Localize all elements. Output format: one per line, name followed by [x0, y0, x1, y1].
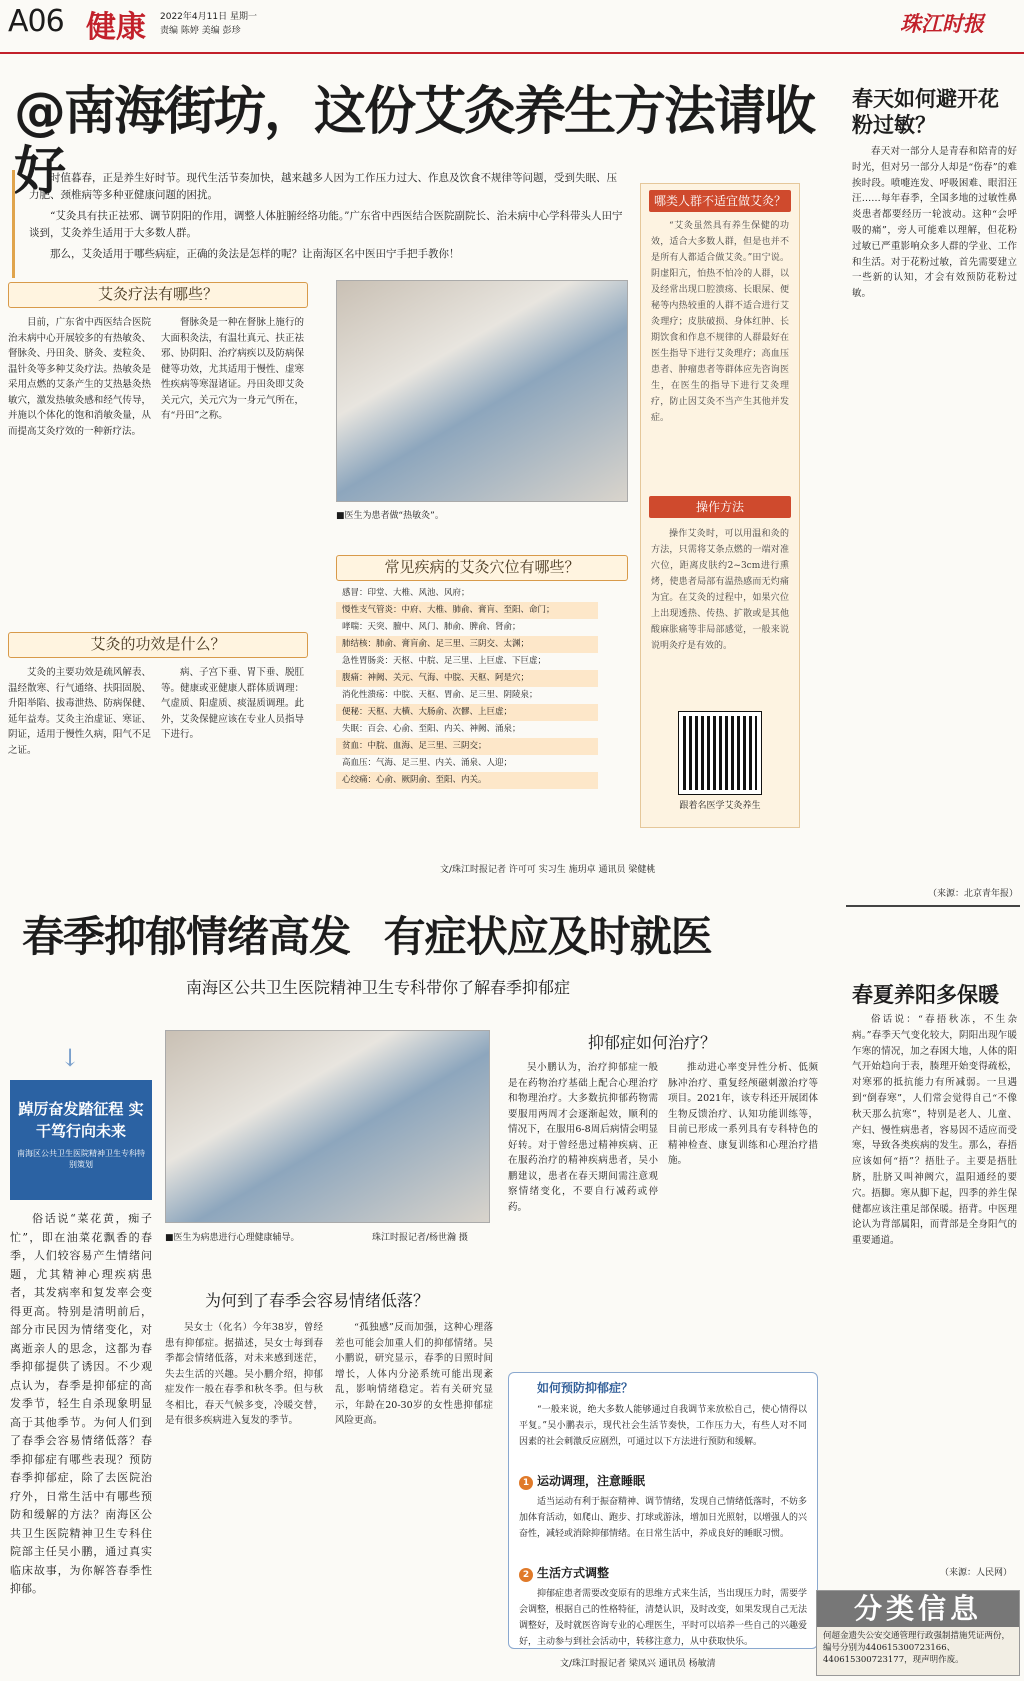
- method-text: [651, 526, 789, 706]
- article2-byline: 文/珠江时报记者 梁凤兴 通讯员 杨敏清: [560, 1659, 716, 1669]
- right-top-text: [852, 144, 1017, 884]
- classified-title: 分类信息: [817, 1591, 1019, 1627]
- table-row: 感冒：印堂、大椎、风池、风府；: [342, 588, 470, 598]
- tip-1-title: [519, 1472, 807, 1490]
- tip-2-text: [519, 1586, 807, 1650]
- tip-2-title: [519, 1564, 807, 1582]
- issue-date: 2022年4月11日 星期一: [160, 12, 257, 22]
- sidebar-box-text: [651, 218, 789, 488]
- article1-lead: [12, 170, 624, 278]
- acupoint-table: [336, 585, 598, 825]
- body-paragraph: 适当运动有利于振奋精神、调节情绪，发现自己情绪低落时，不妨多加体育活动，如爬山、跑步、打球或游泳，增加日光照射，以增强人的兴奋性，减轻或消除抑郁情绪。在日常生活中，养成良好的睡眠习惯。: [519, 1497, 807, 1539]
- lead-paragraph: “艾灸具有扶正祛邪、调节阴阳的作用，调整人体脏腑经络功能。”广东省中西医结合医院副院长、治未病中心学科带头人田宁谈到，艾灸养生适用于大多数人群。: [29, 210, 623, 239]
- tip-title-text: 生活方式调整: [537, 1566, 610, 1580]
- sidebar-box: [640, 183, 800, 828]
- article2-headline: 春季抑郁情绪高发 有症状应及时就医: [22, 912, 712, 961]
- section-heading-treatment: 抑郁症如何治疗？: [588, 1033, 717, 1052]
- lead-paragraph: 那么，艾灸适用于哪些病症，正确的灸法是怎样的呢？让南海区名中医田宁手把手教你！: [50, 248, 460, 260]
- tip-1-text: [519, 1494, 807, 1558]
- page-number: A06: [8, 4, 64, 39]
- table-row: 急性胃肠炎：天枢、中脘、足三里、上巨虚、下巨虚；: [342, 656, 547, 666]
- article2-intro: [10, 1210, 152, 1670]
- prevention-box: [508, 1372, 818, 1649]
- method-title: 操作方法: [649, 496, 791, 518]
- section-heading-acupoints: 常见疾病的艾灸穴位有哪些？: [336, 555, 628, 581]
- qr-caption: 跟着名医学艾灸养生: [679, 801, 761, 811]
- table-row: 腹痛：神阙、关元、气海、中脘、天枢、阿是穴；: [336, 670, 598, 687]
- sidebar-box-title: 哪类人群不适宜做艾灸？: [649, 190, 791, 212]
- effects-column-2: [161, 665, 304, 880]
- lead-paragraph: 时值暮春，正是养生好时节。现代生活节奏加快，越来越多人因为工作压力过大、作息及饮食不规律等问题，受到失眠、压力肥、颈椎病等多种亚健康问题的困扰。: [29, 172, 617, 201]
- table-row: 高血压：气海、足三里、内关、涌泉、人迎；: [342, 758, 513, 768]
- body-paragraph: 吴女士（化名）今年38岁，曾经患有抑郁症。据描述，吴女士每到春季都会情绪低落，对未来感到迷茫，失去生活的兴趣。吴小鹏介绍，抑郁症发作一般在春季和秋冬季。但与秋冬相比，春天气候多变，冷暖交替，是有很多疾病进入复发的季节。: [165, 1322, 323, 1426]
- body-paragraph: 操作艾灸时，可以用温和灸的方法，只需将艾条点燃的一端对准穴位，距离皮肤约2~3cm进行熏烤，使患者局部有温热感而无灼痛为宜。在艾灸的过程中，如果穴位上出现透热、传热、扩散或是其他酸麻胀痛等非局部感觉，一般来说说明灸疗是有效的。: [651, 529, 789, 651]
- body-paragraph: 抑郁症患者需要改变原有的思维方式来生活，当出现压力时，需要学会调整，根据自己的性格特征，清楚认识，及时改变，如果发现自己无法调整好，及时就医咨询专业的心理医生，平时可以培养一些自己的兴趣爱好，主动参与到社会活动中，转移注意力，从中获取快乐。: [519, 1589, 807, 1647]
- prevention-title: 如何预防抑郁症？: [537, 1381, 634, 1395]
- treatment-column-2: [668, 1060, 818, 1340]
- photo-caption: ■医生为病患进行心理健康辅导。: [165, 1233, 300, 1243]
- classified-notice: 何超金遗失公安交通管理行政强制措施凭证两份，编号分别为440615300723166、440615300723177，现声明作废。: [823, 1631, 1011, 1665]
- classified-box: [816, 1590, 1020, 1676]
- effects-column-1: [8, 665, 151, 880]
- moxibustion-photo: [336, 280, 628, 502]
- right-bottom-headline: 春夏养阳多保暖: [852, 982, 999, 1007]
- body-paragraph: 艾灸的主要功效是疏风解表、温经散寒、行气通络、扶阳固脱、升阳举陷、拔毒泄热、防病保健、延年益寿。艾灸主治虚证、寒证、阴证，适用于慢性久病，阳气不足之证。: [8, 667, 151, 756]
- table-row: 贫血：中脘、血海、足三里、三阴交；: [336, 738, 598, 755]
- tip-title-text: 运动调理，注意睡眠: [537, 1474, 646, 1488]
- body-paragraph: 吴小鹏认为，治疗抑郁症一般是在药物治疗基础上配合心理治疗和物理治疗。大多数抗抑郁药物需要服用两周才会逐渐起效，顺利的情况下，在服用6-8周后病情会明显好转。对于曾经患过精神疾病、正在服药治疗的精神疾病患者，吴小鹏建议，患者在春天期间需注意观察情绪变化，不要自行减药或停药。: [508, 1062, 658, 1213]
- table-row: 慢性支气管炎：中府、大椎、肺俞、膏肓、至阳、命门；: [336, 602, 598, 619]
- campaign-subtitle: 南海区公共卫生医院精神卫生专科特别策划: [17, 1149, 145, 1169]
- qr-code-icon[interactable]: [679, 712, 761, 794]
- article2-subheadline: 南海区公共卫生医院精神卫生专科带你了解春季抑郁症: [186, 978, 571, 997]
- section-name: 健康: [86, 10, 146, 45]
- section-heading-effects: 艾灸的功效是什么？: [8, 632, 308, 658]
- number-badge: 2: [519, 1568, 533, 1582]
- masthead: [0, 0, 1024, 54]
- body-paragraph: 推动进心率变异性分析、低频脉冲治疗、重复经颅磁刺激治疗等项目。2021年，该专科还开展团体生物反馈治疗、认知功能训练等，目前已形成一系列具有专科特色的精神检查、康复训练和心理治疗措施。: [668, 1062, 818, 1166]
- table-row: 哮喘：天突、膻中、风门、肺俞、脾俞、肾俞；: [342, 622, 521, 632]
- article1-byline: 文/珠江时报记者 许可可 实习生 施玥卓 通讯员 梁健桃: [440, 865, 656, 875]
- body-paragraph: 春天对一部分人是青春和陪青的好时光，但对另一部分人却是“伤春”的难挨时段。喷嚏连发、呼吸困难、眼泪汪汪……每年春季，全国多地的过敏性鼻炎患者都要经历一轮波动。这种“会呼吸的痛”，旁人可能难以理解，但花粉过敏已严重影响众多人群的学业、工作和生活。对于花粉过敏，首先需要建立一些新的认知，才会有效预防花粉过敏。: [852, 146, 1017, 300]
- masthead-meta: [160, 10, 257, 38]
- why-column-1: [165, 1320, 323, 1675]
- article1-headline: @南海街坊，这份艾灸养生方法请收好: [14, 82, 815, 202]
- right-top-headline: 春天如何避开花粉过敏？: [852, 86, 999, 137]
- why-column-2: [335, 1320, 493, 1675]
- number-badge: 1: [519, 1476, 533, 1490]
- table-row: 失眠：百会、心俞、至阳、内关、神阙、涌泉；: [342, 724, 521, 734]
- table-row: 肺结核：肺俞、膏肓俞、足三里、三阴交、太渊；: [336, 636, 598, 653]
- right-bottom-source: （来源：人民网）: [940, 1568, 1013, 1578]
- prevention-intro: [519, 1402, 807, 1466]
- newspaper-logo: 珠江时报: [900, 11, 984, 36]
- campaign-title: 踔厉奋发踏征程 实干笃行向未来: [18, 1100, 144, 1140]
- table-row: 心绞痛：心俞、厥阴俞、至阳、内关。: [336, 772, 598, 789]
- chevron-down-icon: ↓: [60, 1044, 81, 1072]
- treatment-column-1: [508, 1060, 658, 1360]
- section-heading-why: 为何到了春季会容易情绪低落？: [205, 1291, 430, 1310]
- campaign-banner: [10, 1080, 152, 1200]
- table-row: 消化性溃疡：中脘、天枢、胃俞、足三里、阴陵泉；: [342, 690, 538, 700]
- counseling-photo: [165, 1030, 490, 1223]
- editor-credits: 责编 陈婷 美编 彭珍: [160, 26, 241, 36]
- section-heading-types: 艾灸疗法有哪些？: [8, 282, 308, 308]
- body-paragraph: “一般来说，绝大多数人能够通过自我调节来放松自己，使心情得以平复。”吴小鹏表示，现代社会生活节奏快，工作压力大，有些人对不同因素的社会刺激反应剧烈，可通过以下方法进行预防和缓解。: [519, 1405, 807, 1447]
- right-top-source: （来源：北京青年报）: [928, 889, 1019, 899]
- divider: [846, 905, 1020, 907]
- photo-caption: ■医生为患者做“热敏灸”。: [336, 511, 444, 521]
- body-paragraph: “艾灸虽然具有养生保健的功效，适合大多数人群，但是也并不是所有人都适合做艾灸。”田宁说。阴虚阳亢，怕热不怕冷的人群，以及经常出现口腔溃疡、长眼屎、便秘等内热较重的人群不适合进行艾灸理疗；皮肤破损、身体红肿、长期饮食和作息不规律的人群最好在医生指导下进行艾灸理疗；高血压患者、肿瘤患者等群体应先咨询医生，在医生的指导下进行艾灸理疗，防止因艾灸不当产生其他并发症。: [651, 221, 789, 423]
- types-column-2: [161, 315, 304, 601]
- body-paragraph: 俗话说：“春捂秋冻，不生杂病。”春季天气变化较大，阴阳出现乍暖乍寒的情况，加之春困大地，人体的阳气开始趋向于表，腠理开始变得疏松，对寒邪的抵抗能力有所减弱。一旦遇到“倒春寒”，人们常会觉得自己“不像秋天那么抗寒”，特别是老人、儿童、产妇、慢性病患者，容易因不适应而受寒，导致各类疾病的发生。那么，春捂应该如何“捂”？捂肚子。主要是捂肚脐，肚脐又叫神阙穴，温阳通经的要穴。捂脚。寒从脚下起，四季的养生保健都应该注重足部保暖。捂背。中医理论认为背部属阳，而背部是全身阳气的重要通道。: [852, 1014, 1017, 1247]
- body-paragraph: 病、子宫下垂、胃下垂、脱肛等。健康或亚健康人群体质调理：气虚质、阳虚质、痰湿质调理。此外，艾灸保健应该在专业人员指导下进行。: [161, 667, 304, 740]
- table-row: 便秘：天枢、大横、大肠俞、次髎、上巨虚；: [336, 704, 598, 721]
- body-paragraph: “孤独感”反而加强，这种心理落差也可能会加重人们的抑郁情绪。吴小鹏说，研究显示，春季的日照时间增长，人体内分泌系统可能出现紊乱，影响情绪稳定。若有关研究显示，年龄在20-30岁的女性患抑郁症风险更高。: [335, 1322, 493, 1426]
- body-paragraph: 俗话说“菜花黄，痴子忙”，即在油菜花飘香的春季，人们较容易产生情绪问题，尤其精神心理疾病患者，其发病率和复发率会变得更高。特别是清明前后，部分市民因为情绪变化，对离逝亲人的思念，这都为春季抑郁提供了诱因。不少观点认为，春季是抑郁症的高发季节，轻生自杀现象明显高于其他季节。为何人们到了春季会容易情绪低落？春季抑郁症有哪些表现？预防春季抑郁症，除了去医院治疗外，日常生活中有哪些预防和缓解的方法？南海区公共卫生医院精神卫生专科住院部主任吴小鹏，通过真实临床故事，为你解答春季性抑郁。: [10, 1212, 152, 1595]
- body-paragraph: 督脉灸是一种在督脉上施行的大面积灸法，有温壮真元、扶正祛邪、协阴阳、治疗病疾以及防病保健等功效，尤其适用于慢性、虚寒性疾病等寒湿诸证。丹田灸即艾灸关元穴，关元穴为一身元气所在，有“丹田”之称。: [161, 317, 304, 421]
- types-column-1: [8, 315, 151, 601]
- body-paragraph: 目前，广东省中西医结合医院治未病中心开展较多的有热敏灸、督脉灸、丹田灸、脐灸、麦粒灸、温针灸等多种艾灸疗法。热敏灸是采用点燃的艾条产生的艾热悬灸热敏穴，激发热敏灸感和经气传导，并施以个体化的饱和消敏灸量，从而提高艾灸疗效的一种新疗法。: [8, 317, 151, 437]
- photo-credit: 珠江时报记者/杨世瀚 摄: [372, 1233, 468, 1243]
- right-bottom-text: [852, 1012, 1017, 1552]
